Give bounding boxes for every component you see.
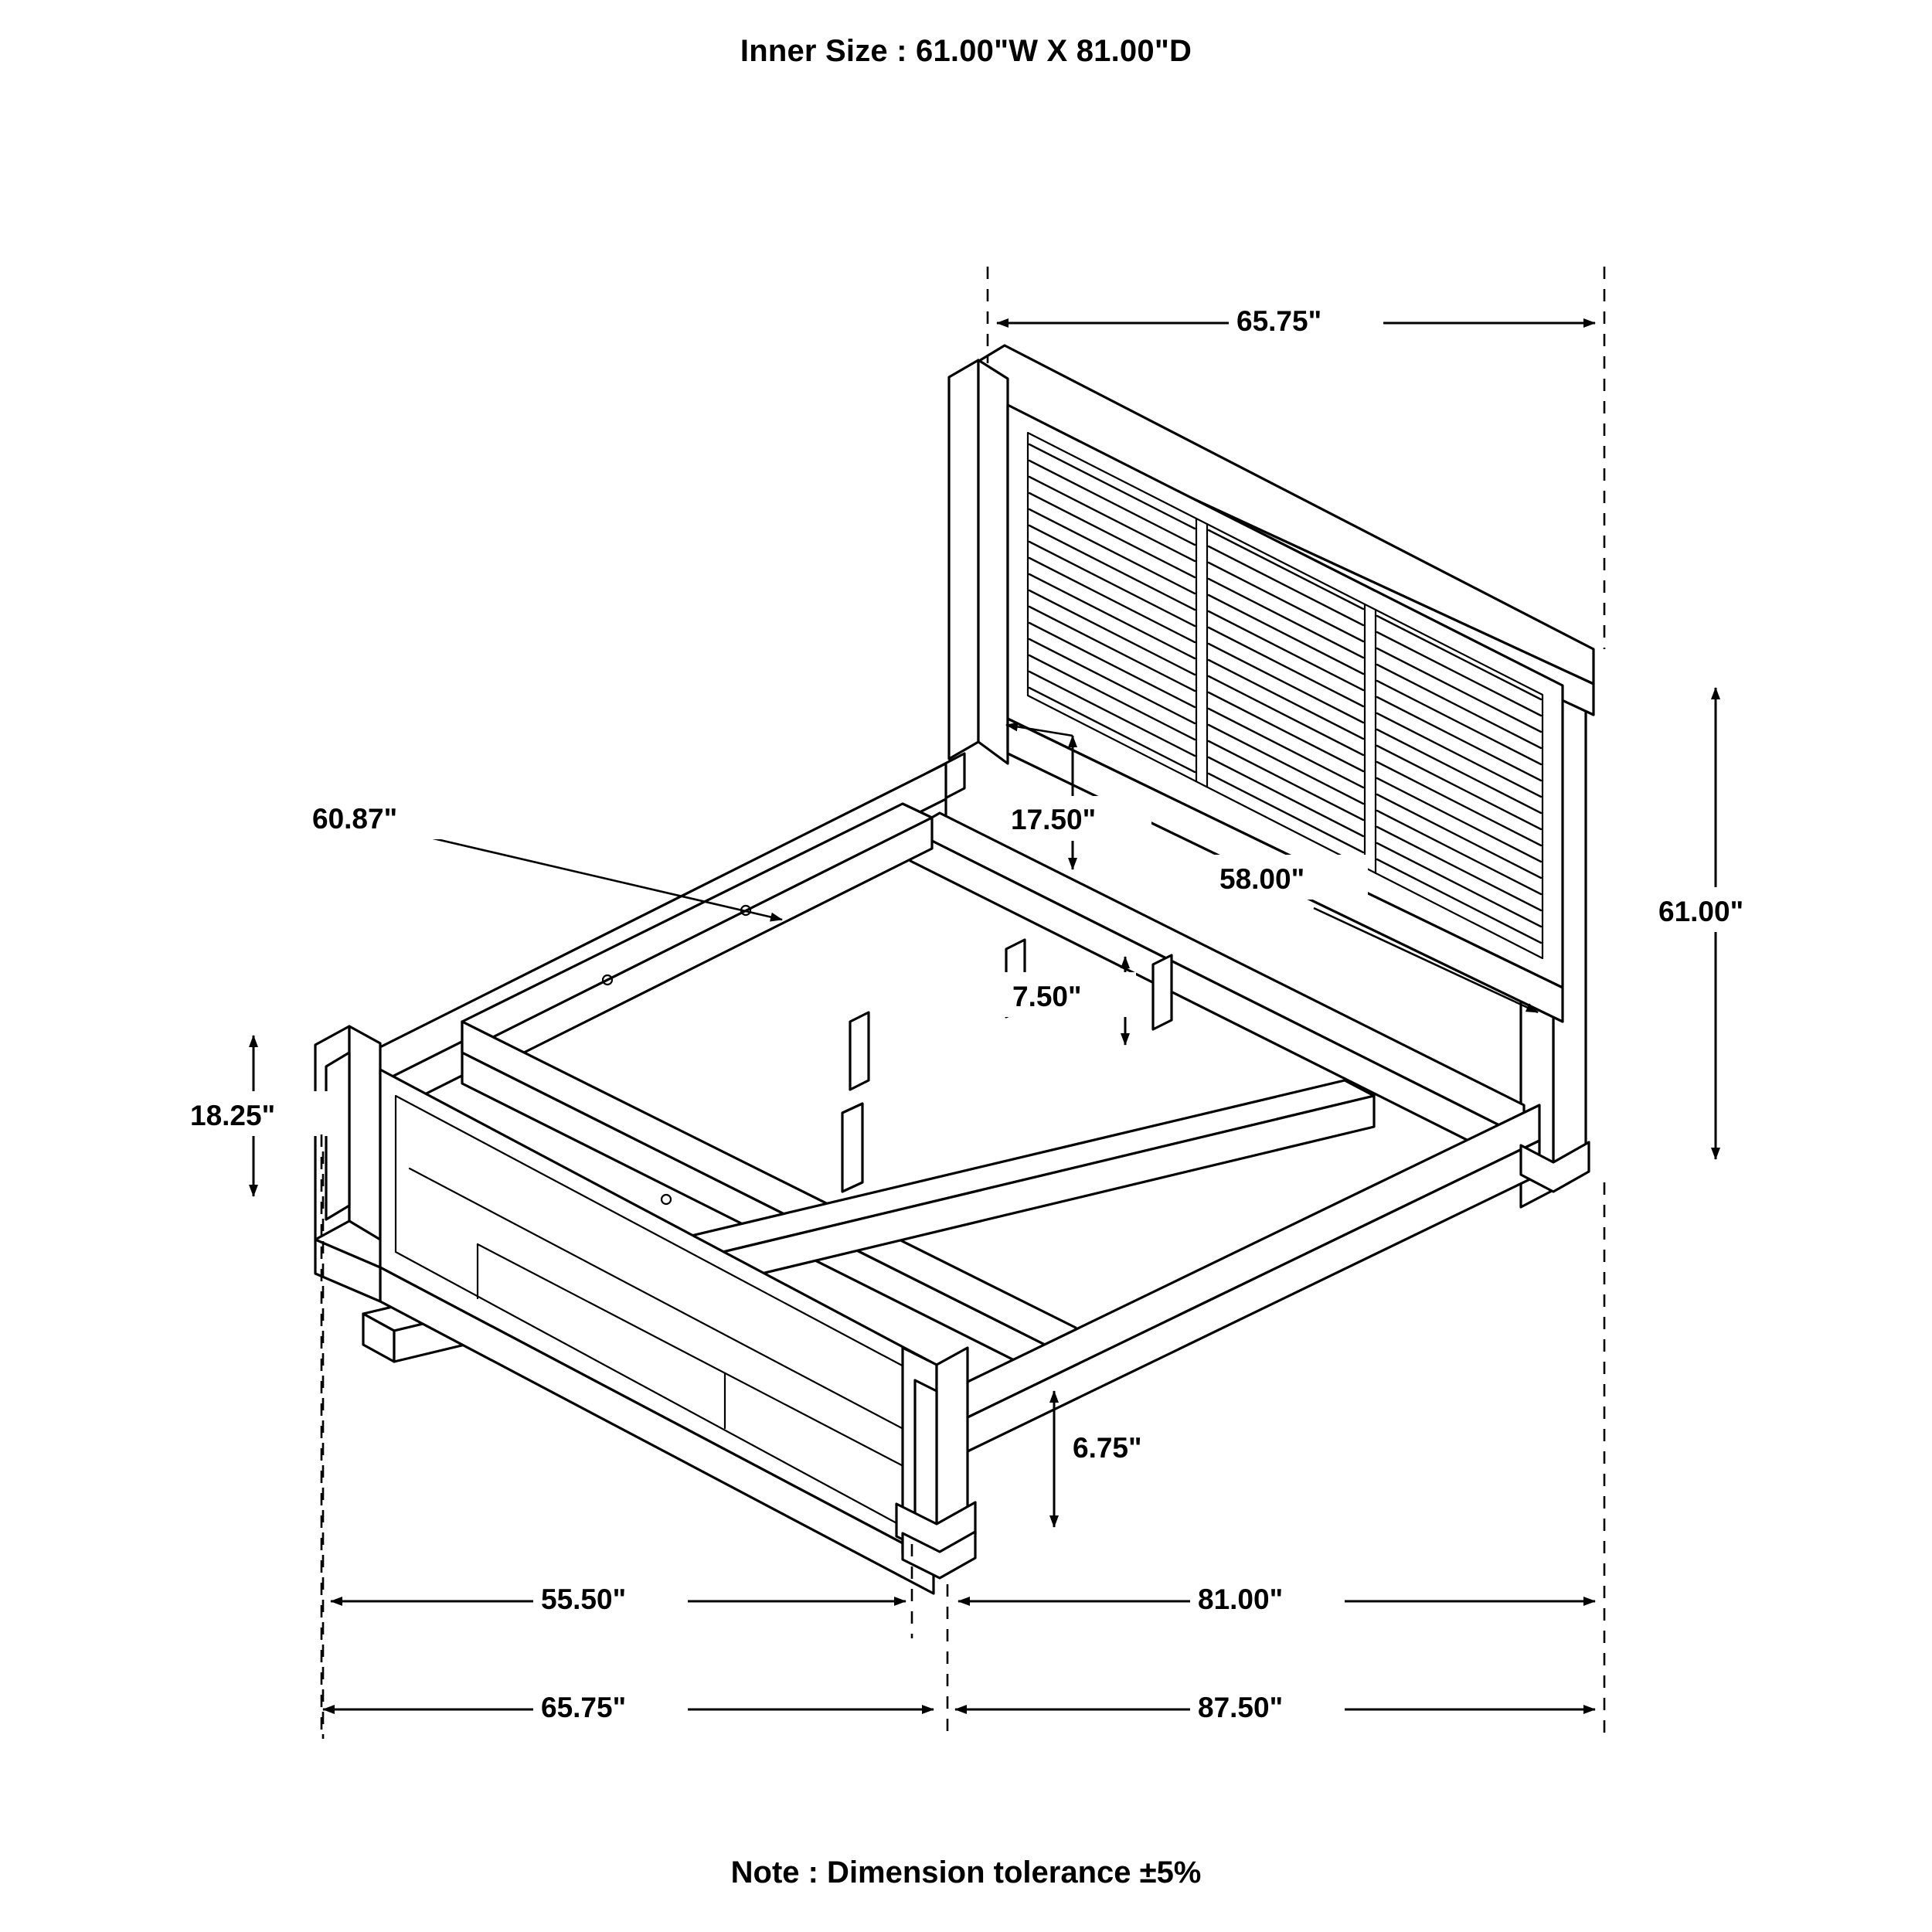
headboard-left-post bbox=[949, 360, 1008, 764]
dim-side-rail-length bbox=[958, 1575, 1595, 1620]
dim-label-61-00: 61.00" bbox=[1658, 896, 1744, 927]
dim-label-58-00: 58.00" bbox=[1219, 863, 1305, 895]
footboard-right-post bbox=[896, 1348, 975, 1578]
tolerance-note: Note : Dimension tolerance ±5% bbox=[730, 1855, 1202, 1889]
dim-label-81-00: 81.00" bbox=[1198, 1583, 1284, 1615]
dim-footboard-inner-width bbox=[331, 1575, 906, 1620]
bed-illustration bbox=[315, 345, 1594, 1594]
dim-label-65-75-bottom: 65.75" bbox=[541, 1692, 627, 1723]
dim-label-7-50: 7.50" bbox=[1012, 981, 1082, 1012]
dim-label-18-25: 18.25" bbox=[190, 1100, 276, 1131]
dim-overall-height bbox=[1652, 688, 1807, 1159]
dim-label-17-50: 17.50" bbox=[1011, 804, 1097, 835]
dim-rail-clearance bbox=[1054, 1391, 1198, 1527]
dim-label-65-75-top: 65.75" bbox=[1236, 305, 1322, 337]
dim-label-87-50: 87.50" bbox=[1198, 1692, 1284, 1723]
dim-footboard-overall-width bbox=[323, 1683, 934, 1728]
page-title: Inner Size : 61.00"W X 81.00"D bbox=[740, 34, 1192, 68]
dim-label-55-50: 55.50" bbox=[541, 1583, 627, 1615]
dim-footboard-height bbox=[184, 1036, 331, 1196]
dim-overall-length bbox=[955, 1683, 1595, 1728]
dim-label-6-75: 6.75" bbox=[1073, 1432, 1142, 1464]
dim-label-60-87: 60.87" bbox=[312, 803, 398, 835]
